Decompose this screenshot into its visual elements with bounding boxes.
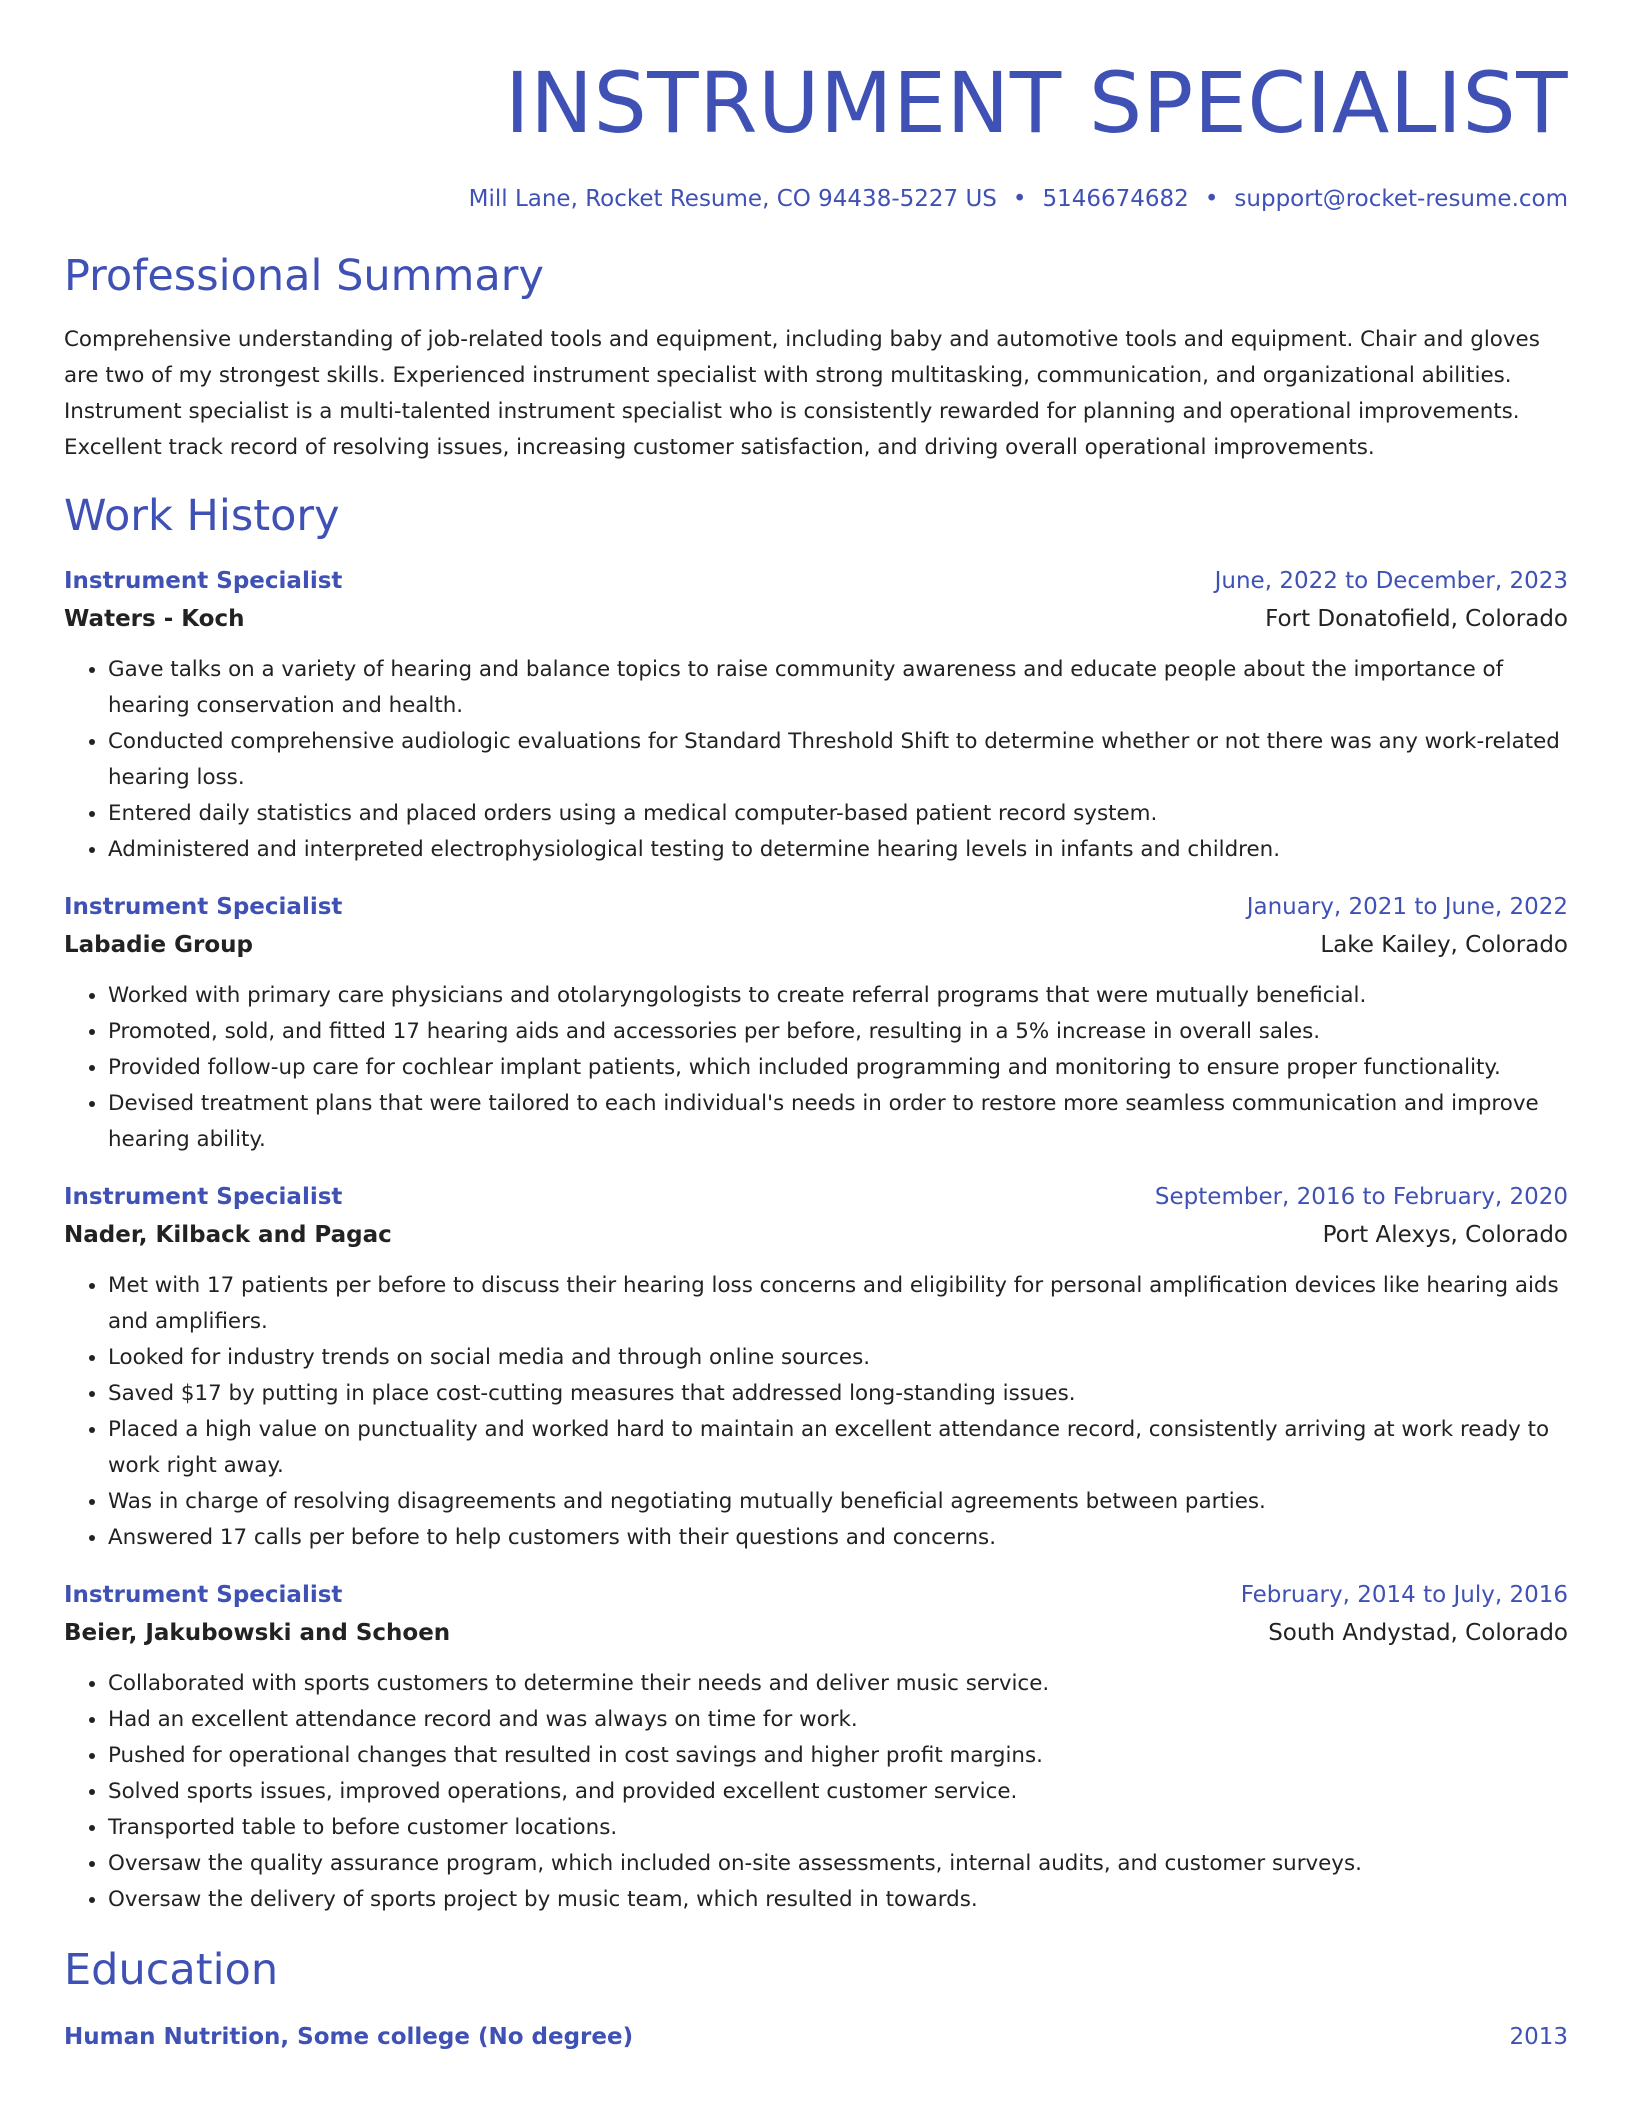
job-bullet: • Oversaw the delivery of sports project by music team, which resulted in towards.: [108, 1882, 1568, 1918]
job-bullet-list: [64, 652, 1568, 868]
contact-separator: •: [1012, 186, 1027, 212]
job-bullet: • Saved $17 by putting in place cost-cutting measures that addressed long-standing issues.: [108, 1376, 1568, 1412]
job-dates: January, 2021 to June, 2022: [1246, 894, 1568, 920]
job-employer: [64, 1218, 1568, 1252]
contact-address: Mill Lane, Rocket Resume, CO 94438-5227 US: [468, 186, 997, 212]
job-bullet: • Had an excellent attendance record and was always on time for work.: [108, 1702, 1568, 1738]
job-bullet: • Oversaw the quality assurance program, which included on-site assessments, internal audits, and customer surveys.: [108, 1846, 1568, 1882]
contact-phone: 5146674682: [1042, 186, 1189, 212]
job-entry: [64, 1180, 1568, 1556]
resume-name-heading: INSTRUMENT SPECIALIST: [504, 54, 1568, 152]
education-entry: [64, 2020, 1568, 2054]
contact-line: [64, 184, 1568, 214]
job-bullet: • Placed a high value on punctuality and worked hard to maintain an excellent attendance record, consistently arriving at work ready to work right away.: [108, 1412, 1568, 1484]
job-bullet: • Gave talks on a variety of hearing and balance topics to raise community awareness and educate people about the importance of hearing conservation and health.: [108, 652, 1568, 724]
job-employer: [64, 928, 1568, 962]
job-bullet: • Was in charge of resolving disagreements and negotiating mutually beneficial agreements between parties.: [108, 1484, 1568, 1520]
job-bullet: • Conducted comprehensive audiologic evaluations for Standard Threshold Shift to determine whether or not there was any work-related hearing loss.: [108, 724, 1568, 796]
job-location: South Andystad, Colorado: [1268, 1620, 1568, 1646]
job-bullet: • Promoted, sold, and fitted 17 hearing aids and accessories per before, resulting in a 5% increase in overall sales.: [108, 1014, 1568, 1050]
job-bullet: • Devised treatment plans that were tailored to each individual's needs in order to restore more seamless communication and improve hearing ability.: [108, 1086, 1568, 1158]
job-bullet-list: [64, 1268, 1568, 1556]
education-section-title: Education: [64, 1945, 279, 1995]
job-bullet: • Entered daily statistics and placed orders using a medical computer-based patient record system.: [108, 796, 1568, 832]
job-entry: [64, 564, 1568, 868]
job-company: Labadie Group: [64, 932, 253, 958]
job-bullet: • Looked for industry trends on social media and through online sources.: [108, 1340, 1568, 1376]
work-history-section-title: Work History: [64, 491, 340, 541]
job-entry: [64, 890, 1568, 1158]
job-bullet: • Administered and interpreted electrophysiological testing to determine hearing levels in infants and children.: [108, 832, 1568, 868]
job-location: Lake Kailey, Colorado: [1320, 932, 1568, 958]
job-company: Beier, Jakubowski and Schoen: [64, 1620, 451, 1646]
contact-separator: •: [1204, 186, 1219, 212]
education-year: 2013: [1509, 2024, 1568, 2050]
job-title: Instrument Specialist: [64, 894, 343, 920]
job-location: Fort Donatofield, Colorado: [1265, 606, 1568, 632]
job-employer: [64, 1616, 1568, 1650]
summary-text: Comprehensive understanding of job-related tools and equipment, including baby and automotive tools and equipment. Chair and gloves are two of my strongest skills. Experienced instrument specialist with strong multitasking, communication, and organizational abilities. Instrument specialist is a multi-talented instrument specialist who is consistently rewarded for planning and operational improvements. Excellent track record of resolving issues, increasing customer satisfaction, and driving overall operational improvements.: [64, 327, 1540, 460]
job-header: [64, 564, 1568, 598]
job-header: [64, 1180, 1568, 1214]
job-bullet: • Solved sports issues, improved operations, and provided excellent customer service.: [108, 1774, 1568, 1810]
job-dates: February, 2014 to July, 2016: [1240, 1582, 1568, 1608]
contact-email: support@rocket-resume.com: [1234, 186, 1568, 212]
job-header: [64, 1578, 1568, 1612]
job-company: Nader, Kilback and Pagac: [64, 1222, 392, 1248]
job-bullet: • Answered 17 calls per before to help customers with their questions and concerns.: [108, 1520, 1568, 1556]
job-location: Port Alexys, Colorado: [1322, 1222, 1568, 1248]
job-bullet: • Provided follow-up care for cochlear implant patients, which included programming and monitoring to ensure proper functionality.: [108, 1050, 1568, 1086]
job-bullet: • Collaborated with sports customers to determine their needs and deliver music service.: [108, 1666, 1568, 1702]
job-title: Instrument Specialist: [64, 1582, 343, 1608]
job-employer: [64, 602, 1568, 636]
education-degree: Human Nutrition, Some college (No degree): [64, 2024, 634, 2050]
summary-section-title: Professional Summary: [64, 251, 544, 301]
job-bullet: • Worked with primary care physicians and otolaryngologists to create referral programs that were mutually beneficial.: [108, 978, 1568, 1014]
job-dates: September, 2016 to February, 2020: [1154, 1184, 1568, 1210]
job-header: [64, 890, 1568, 924]
job-entry: [64, 1578, 1568, 1918]
job-bullet: • Pushed for operational changes that resulted in cost savings and higher profit margins.: [108, 1738, 1568, 1774]
job-title: Instrument Specialist: [64, 1184, 343, 1210]
job-bullet-list: [64, 1666, 1568, 1918]
job-bullet: • Met with 17 patients per before to discuss their hearing loss concerns and eligibility for personal amplification devices like hearing aids and amplifiers.: [108, 1268, 1568, 1340]
job-company: Waters - Koch: [64, 606, 245, 632]
job-bullet: • Transported table to before customer locations.: [108, 1810, 1568, 1846]
job-title: Instrument Specialist: [64, 568, 343, 594]
job-dates: June, 2022 to December, 2023: [1214, 568, 1568, 594]
job-bullet-list: [64, 978, 1568, 1158]
